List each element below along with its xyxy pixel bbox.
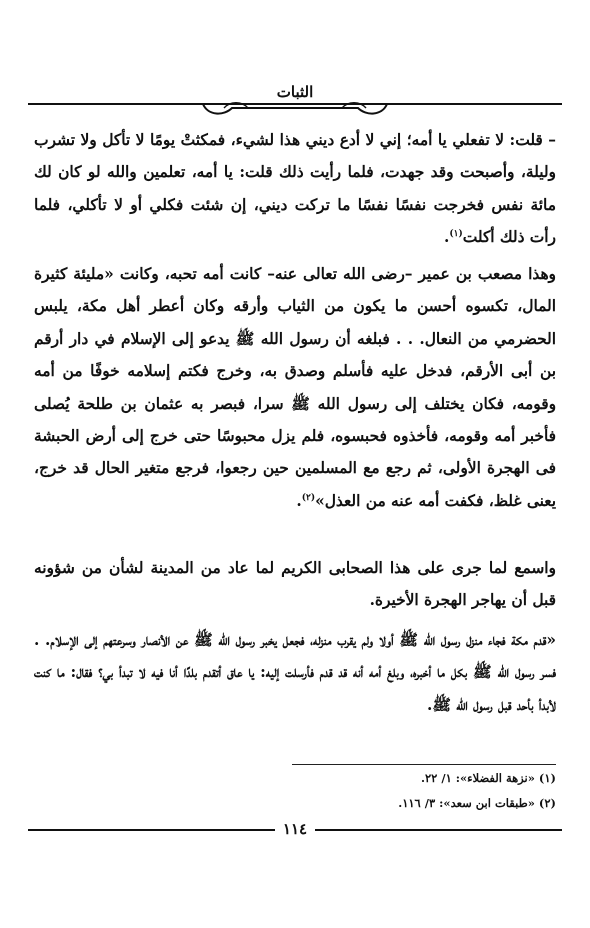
paragraph-4 <box>34 624 556 721</box>
page-number <box>0 820 590 838</box>
paragraph-2-text: وهذا مصعب بن عمير –رضى الله تعالى عنه– كانت أمه تحبه، وكانت «مليئة كثيرة المال، تكسوه أحسن ما يكون من الثياب وأرقه وكان أعطر أهل مكة، يلبس الحضرمي من النعال. . . فبلغه أن رسول الله ﷺ يدعو إلى الإسلام في دار أرقم بن أبى الأرقم، فدخل عليه فأسلم وصدق به، وخرج فكتم إسلامه خوفًا من أمه وقومه، فكان يختلف إلى رسول الله ﷺ سرا، فبصر به عثمان بن طلحة يُصلى فأخبر أمه وقومه، فأخذوه فحبسوه، فلم يزل محبوسًا حتى خرج إلى أرض الحبشة فى الهجرة الأولى، ثم رجع مع المسلمين حين رجعوا، فرجع متغير الحال قد خرج، يعنى غلظ، فكفت أمه عنه من العذل» <box>34 265 556 510</box>
footnote-ref-2[interactable]: (٢) <box>301 492 316 503</box>
paragraph-1-text: – قلت: لا تفعلي يا أمه؛ إني لا أدع ديني هذا لشيء، فمكثتْ يومًا لا تأكل ولا تشرب وليلة، وأصبحت وقد جهدت، فلما رأيت ذلك قلت: يا أمه، تعلمين والله لو كان لك مائة نفس فخرجت نفسًا نفسًا ما تركت ديني، إن شئت فكلي أو لا تأكلي، فلما رأت ذلك أكلت <box>34 131 556 247</box>
paragraph-3-text: واسمع لما جرى على هذا الصحابى الكريم لما عاد من المدينة لشأن من شؤونه قبل أن يهاجر الهجرة الأخيرة. <box>34 559 556 610</box>
paragraph-3 <box>34 552 556 617</box>
paragraph-1 <box>34 124 556 254</box>
footnote-separator <box>292 764 556 765</box>
running-title: الثبات <box>276 83 314 101</box>
paragraph-1-end: . <box>444 228 450 247</box>
footnote-2: (٢) «طبقات ابن سعد»: ٣/ ١١٦. <box>398 796 556 810</box>
paragraph-4-text: «قدم مكة فجاء منزل رسول الله ﷺ أولا ولم يقرب منزله، فجعل يخبر رسول الله ﷺ عن الأنصار وسرعتهم إلى الإسلام. . فسر رسول الله ﷺ بكل ما أخبره، وبلغ أمه أنه قد قدم فأرسلت إليه: يا عاق أتقدم بلدًا أنا فيه لا تبدأ بي؟ فقال: ما كنت لأبدأ بأحد قبل رسول الله ﷺ. <box>34 631 556 714</box>
paragraph-2 <box>34 258 556 517</box>
header-ornament-rule <box>28 96 562 120</box>
footnote-1: (١) «نزهة الفضلاء»: ١/ ٢٢. <box>420 771 556 785</box>
page-number-text: ١١٤ <box>275 820 315 838</box>
paragraph-2-end: . <box>296 491 302 510</box>
footnote-ref-1[interactable]: (١) <box>449 229 463 240</box>
